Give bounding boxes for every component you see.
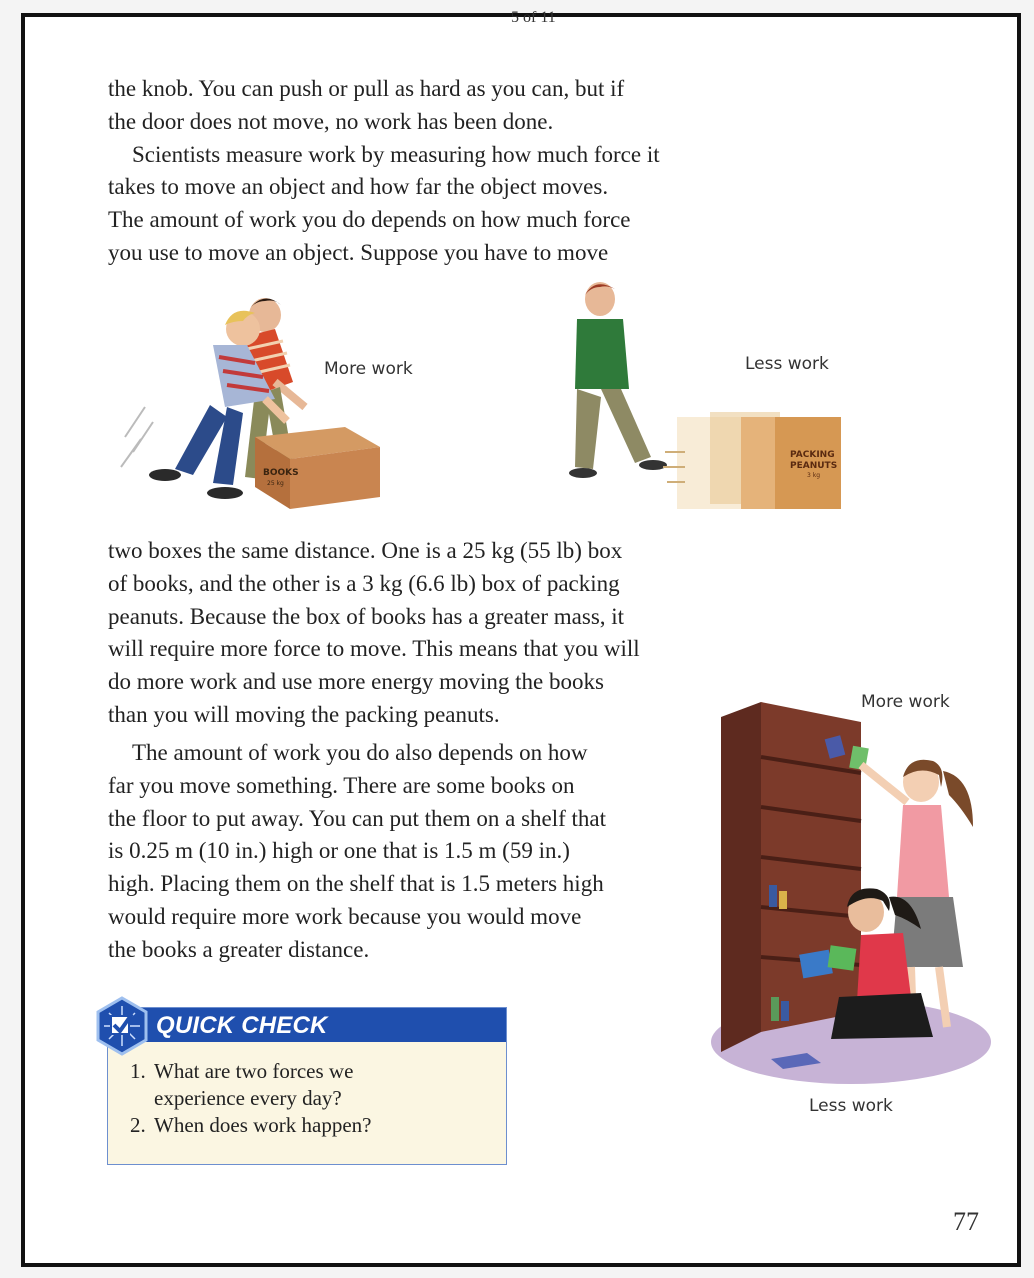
intro-paragraphs (108, 73, 768, 270)
text-line: takes to move an object and how far the object moves. (108, 174, 609, 200)
text-line: you use to move an object. Suppose you have to move (108, 239, 609, 265)
quick-check-item (130, 1058, 372, 1085)
question-number: 2. (130, 1113, 146, 1137)
text-line: the door does not move, no work has been done. (108, 108, 554, 134)
text-line: The amount of work you do depends on how much force (108, 207, 631, 233)
peanuts-box-mass: 3 kg (807, 472, 821, 479)
checkmark-badge-icon (94, 996, 150, 1056)
distance-paragraph (108, 737, 708, 967)
books-box-mass: 25 kg (267, 480, 284, 487)
text-line: two boxes the same distance. One is a 25 kg (55 lb) box (108, 538, 623, 563)
text-line: the books a greater distance. (108, 936, 370, 962)
page-number: 77 (953, 1207, 979, 1236)
text-line: of books, and the other is a 3 kg (6.6 lb) box of packing (108, 570, 620, 596)
quick-check-box (107, 1007, 507, 1165)
question-text: When does work happen? (154, 1113, 372, 1137)
boxes-less-work-label: Less work (745, 354, 829, 374)
quick-check-item (130, 1112, 372, 1139)
top-page-marker: 5 of 11 (511, 9, 556, 26)
boy-kicking-peanuts-box-illustration (545, 277, 865, 502)
shelf-more-work-label: More work (861, 692, 950, 712)
text-line: will require more force to move. This means that you will (108, 636, 640, 662)
question-text: What are two forces we (154, 1059, 354, 1083)
quick-check-header (108, 1008, 506, 1042)
question-text: experience every day? (154, 1086, 342, 1110)
boys-pushing-books-illustration (115, 287, 375, 502)
text-line: than you will moving the packing peanuts. (108, 701, 500, 727)
text-line: The amount of work you do also depends on how (132, 740, 588, 765)
books-box-label: BOOKS (263, 468, 299, 478)
mass-paragraph (108, 535, 748, 732)
text-line: high. Placing them on the shelf that is 1.5 meters high (108, 871, 604, 897)
textbook-page (21, 9, 1021, 1267)
text-line: far you move something. There are some books on (108, 772, 575, 798)
peanuts-box-label-1: PACKING (790, 450, 835, 460)
text-line: the floor to put away. You can put them on a shelf that (108, 805, 607, 831)
text-line: Scientists measure work by measuring how much force it (132, 141, 660, 167)
question-number: 1. (130, 1059, 146, 1083)
peanuts-box-label-2: PEANUTS (790, 461, 838, 471)
text-line: is 0.25 m (10 in.) high or one that is 1.5 m (59 in.) (108, 838, 570, 864)
quick-check-title: QUICK CHECK (156, 1012, 328, 1039)
quick-check-item-continued (130, 1085, 372, 1112)
text-line: would require more work because you would move (108, 903, 582, 929)
text-line: peanuts. Because the box of books has a greater mass, it (108, 603, 625, 629)
text-line: do more work and use more energy moving the books (108, 669, 604, 695)
quick-check-questions (130, 1058, 372, 1139)
bookshelf-girls-illustration (711, 697, 991, 1092)
shelf-less-work-label: Less work (809, 1096, 893, 1116)
text-line: the knob. You can push or pull as hard as you can, but if (108, 76, 625, 101)
boxes-more-work-label: More work (324, 359, 413, 379)
